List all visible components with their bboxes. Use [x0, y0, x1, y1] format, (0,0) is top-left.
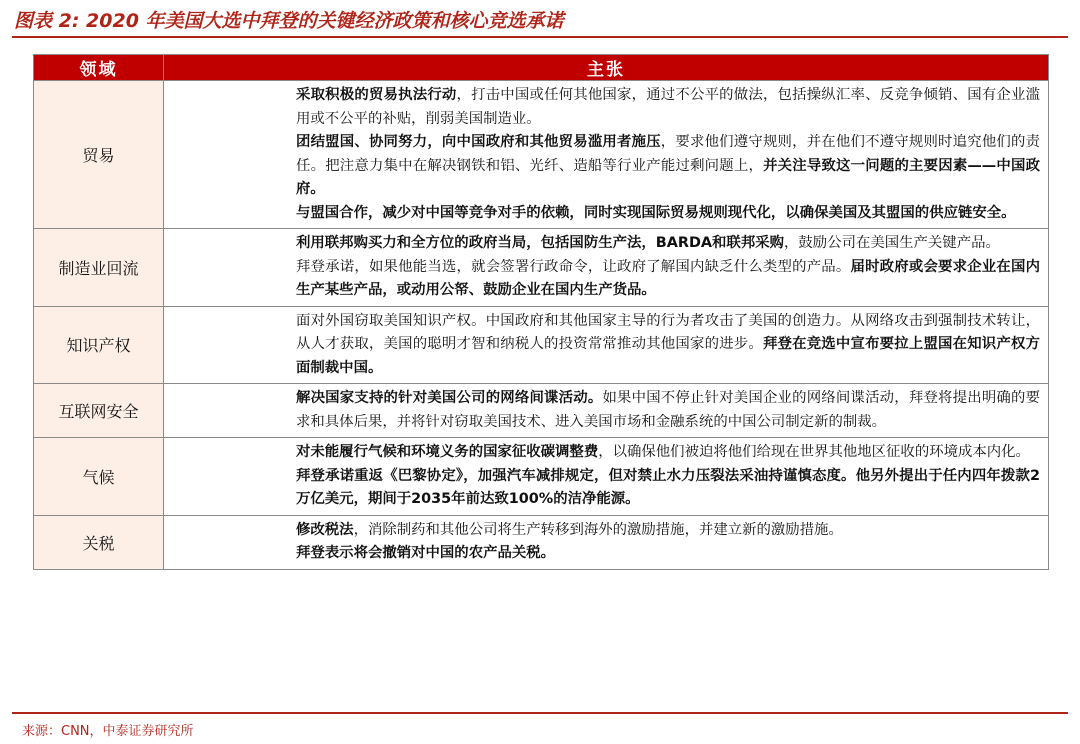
table-row	[34, 81, 1049, 229]
area-cell: 关税	[34, 515, 164, 569]
claim-text-bold: 团结盟国、协同努力，向中国政府和其他贸易滥用者施压	[296, 134, 661, 150]
area-cell: 知识产权	[34, 306, 164, 384]
policy-table	[33, 54, 1049, 570]
claim-paragraph	[296, 542, 1040, 566]
source-note: 来源：CNN，中泰证券研究所	[22, 724, 194, 739]
claim-paragraph	[296, 387, 1040, 434]
table-row	[34, 229, 1049, 307]
claim-paragraph	[296, 232, 1040, 256]
claim-text: 如果中国不停止针对美国企业的网络间谍活动，拜登将提出明确的要求和具体后果，并将针对窃取美国技术、进入美国市场和金融系统的中国公司制定新的制裁。	[296, 390, 1040, 430]
claim-text: ，鼓励公司在美国生产关键产品。	[784, 235, 1000, 251]
area-cell: 互联网安全	[34, 384, 164, 438]
claim-paragraph	[296, 131, 1040, 202]
claim-text-bold: 采取积极的贸易执法行动	[296, 87, 457, 103]
claims-cell	[164, 438, 1049, 516]
table-row	[34, 306, 1049, 384]
header-claims: 主张	[164, 55, 1049, 81]
claim-text-bold: 拜登在竞选中宣布要拉上盟国在知识产权方面制裁中国。	[296, 336, 1040, 376]
claim-text-bold: 与盟国合作，减少对中国等竞争对手的依赖，同时实现国际贸易规则现代化，以确保美国及其盟国的供应链安全。	[296, 204, 1016, 221]
claims-cell	[164, 306, 1049, 384]
claim-text: ，消除制药和其他公司将生产转移到海外的激励措施，并建立新的激励措施。	[353, 521, 843, 538]
claims-cell	[164, 81, 1049, 229]
claim-text-bold: 拜登表示将会撤销对中国的农产品关税。	[296, 545, 556, 561]
claims-cell	[164, 515, 1049, 569]
table-row	[34, 438, 1049, 516]
claim-paragraph	[296, 465, 1040, 512]
claim-text-bold: 并关注导致这一问题的主要因素——中国政府。	[296, 157, 1040, 197]
claim-paragraph	[296, 84, 1040, 131]
area-cell: 制造业回流	[34, 229, 164, 307]
claim-text: 拜登承诺，如果他能当选，就会签署行政命令，让政府了解国内缺乏什么类型的产品。	[296, 258, 851, 275]
claim-paragraph	[296, 202, 1040, 226]
claim-text-bold: 拜登承诺重返《巴黎协定》，加强汽车减排规定，但对禁止水力压裂法采油持谨慎态度。他另外提出于任内四年拨款2万亿美元，期间于2035年前达致100%的洁净能源。	[296, 467, 1040, 507]
claim-text-bold: 修改税法	[296, 521, 354, 538]
table-row	[34, 384, 1049, 438]
claim-paragraph	[296, 519, 1040, 543]
claim-text: ，以确保他们被迫将他们给现在世界其他地区征收的环境成本内化。	[598, 444, 1030, 460]
claim-text: ，要求他们遵守规则，并在他们不遵守规则时追究他们的责任。把注意力集中在解决钢铁和铝、光纤、造船等行业产能过剩问题上，	[296, 134, 1040, 174]
figure-title: 图表 2: 2020 年美国大选中拜登的关键经济政策和核心竞选承诺	[14, 10, 564, 32]
claim-text-bold: 届时政府或会要求企业在国内生产某些产品，或动用公帑、鼓励企业在国内生产货品。	[296, 258, 1040, 298]
claim-text-bold: 解决国家支持的针对美国公司的网络间谍活动。	[296, 390, 603, 406]
header-area: 领域	[34, 55, 164, 81]
claim-paragraph	[296, 256, 1040, 303]
table-row	[34, 515, 1049, 569]
claim-text: ，打击中国或任何其他国家，通过不公平的做法，包括操纵汇率、反竞争倾销、国有企业滥用或不公平的补贴，削弱美国制造业。	[296, 87, 1040, 127]
title-divider	[12, 36, 1068, 38]
area-cell: 气候	[34, 438, 164, 516]
footer-divider	[12, 712, 1068, 714]
claim-text-bold: 对未能履行气候和环境义务的国家征收碳调整费	[296, 444, 599, 460]
claims-cell	[164, 229, 1049, 307]
claims-cell	[164, 384, 1049, 438]
area-cell: 贸易	[34, 81, 164, 229]
claim-paragraph	[296, 310, 1040, 381]
table-body	[34, 81, 1049, 570]
claim-paragraph	[296, 441, 1040, 465]
table-header-row	[34, 55, 1049, 81]
claim-text: 面对外国窃取美国知识产权。中国政府和其他国家主导的行为者攻击了美国的创造力。从网络攻击到强制技术转让，从人才获取，美国的聪明才智和纳税人的投资常常推动其他国家的进步。	[296, 312, 1040, 352]
claim-text-bold: 利用联邦购买力和全方位的政府当局，包括国防生产法，BARDA和联邦采购	[296, 235, 784, 251]
